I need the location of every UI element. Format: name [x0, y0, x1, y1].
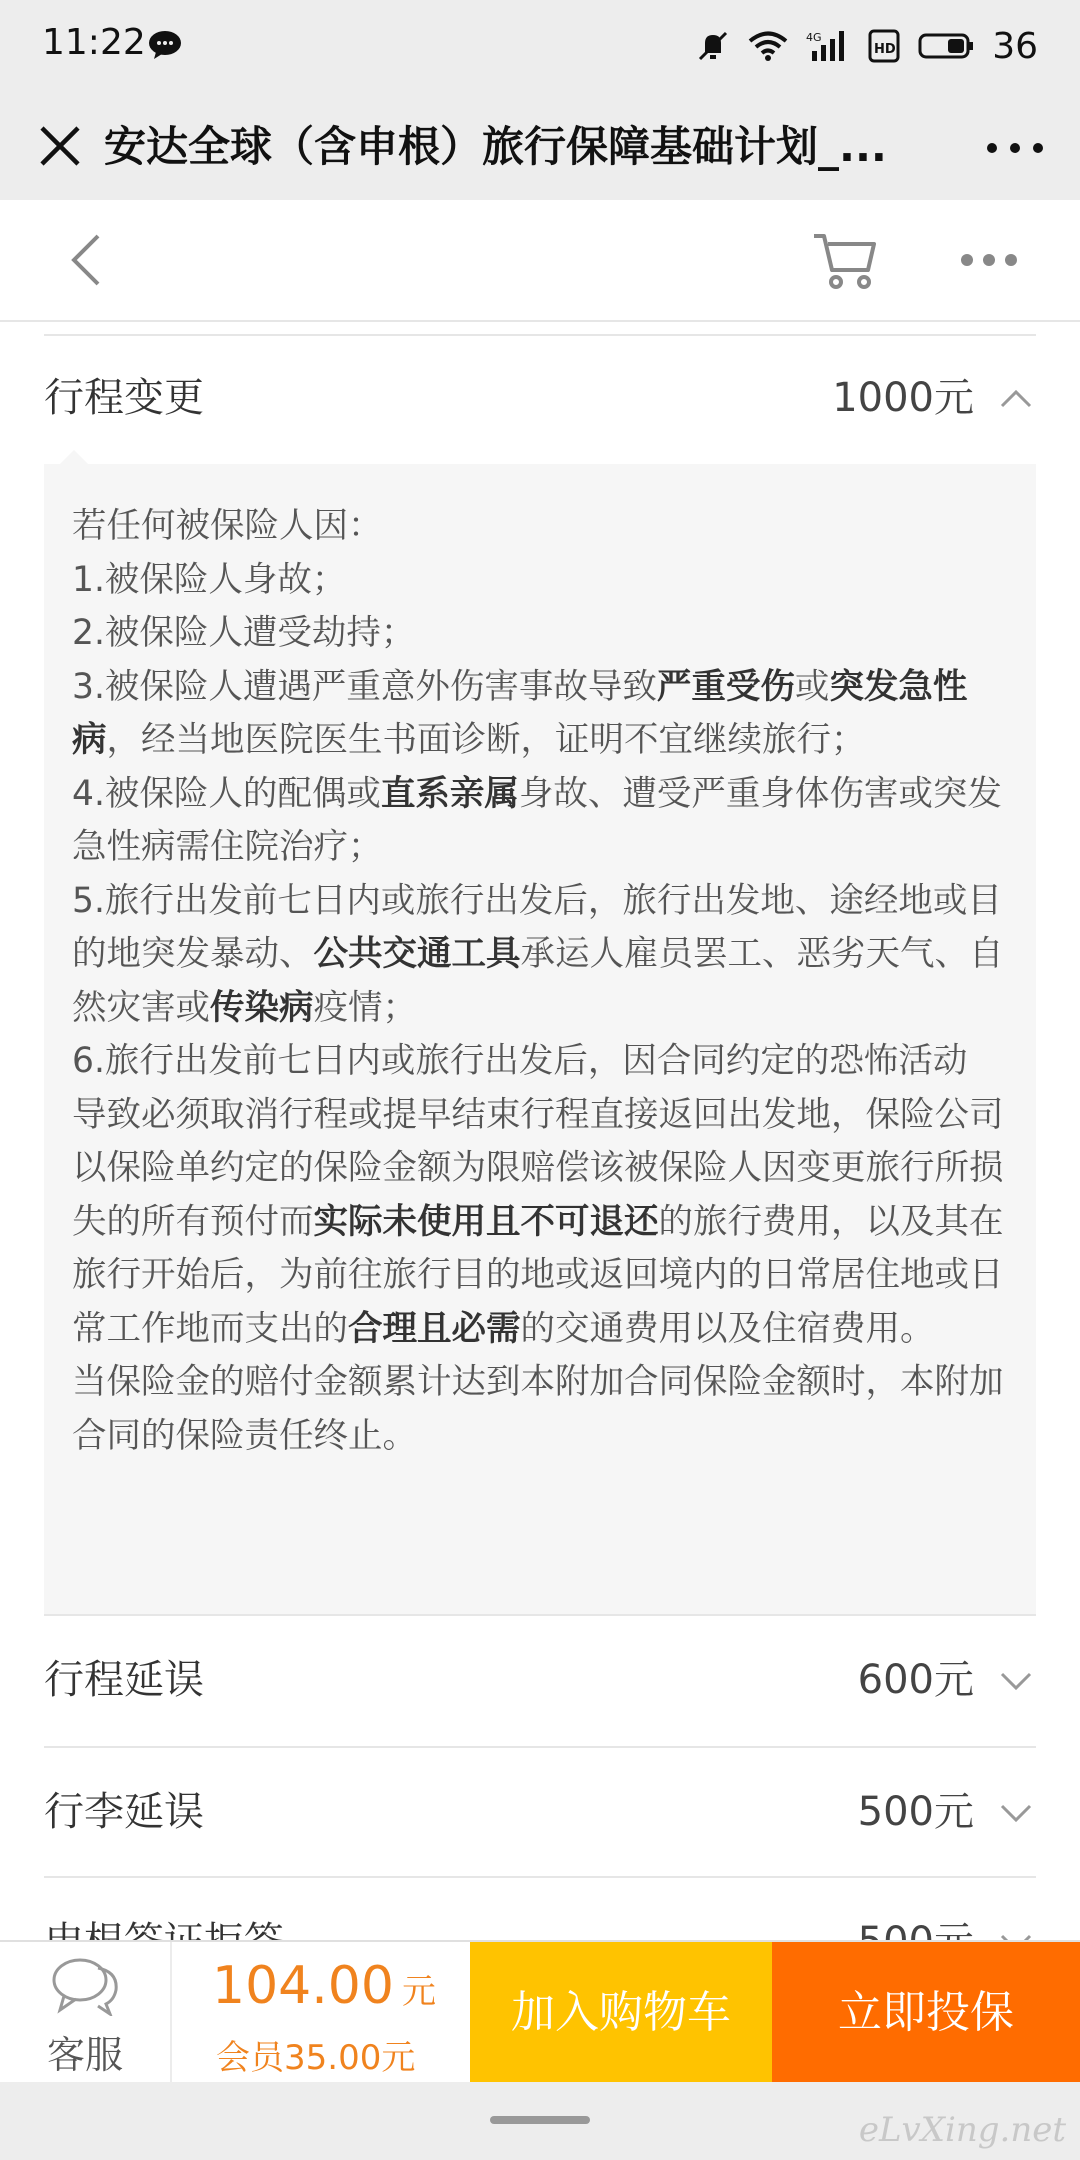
detail-bold-segment: 严重受伤 — [656, 666, 795, 707]
detail-bold-segment: 突发急性病 — [72, 666, 968, 760]
detail-text-segment: 导致必须取消行程或提早结束行程直接返回出发地，保险公司以保险单约定的保险金额为限赔偿该被保险人因变更旅行所损失的所有预付而 — [72, 1094, 1004, 1242]
detail-paragraph — [72, 607, 1012, 661]
wifi-icon — [748, 30, 788, 62]
coverage-row-trip-delay[interactable] — [44, 1616, 1036, 1744]
price-value: 104.00 — [212, 1956, 394, 2016]
system-navigation-area — [0, 2082, 1080, 2160]
detail-text-segment: 5.旅行出发前七日内或旅行出发后，旅行出发地、途经地或目的地突发暴动、 — [72, 880, 1002, 974]
chat-bubbles-icon — [50, 1956, 120, 2016]
close-icon[interactable] — [30, 116, 90, 176]
detail-paragraph — [72, 661, 1012, 768]
detail-text-segment: 当保险金的赔付金额累计达到本附加合同保险金额时，本附加合同的保险责任终止。 — [72, 1362, 1004, 1456]
detail-text-segment: 若任何被保险人因： — [72, 506, 383, 546]
status-time: 11:22 — [42, 22, 146, 63]
chevron-down-icon[interactable] — [996, 1792, 1036, 1832]
coverage-amount: 500元 — [857, 1789, 974, 1835]
detail-text-segment: 6.旅行出发前七日内或旅行出发后，因合同约定的恐怖活动 — [72, 1041, 968, 1081]
coverage-detail-panel — [44, 464, 1036, 1614]
battery-level: 36 — [992, 25, 1038, 67]
member-price: 会员35.00元 — [216, 2038, 416, 2078]
detail-text-segment: 或 — [794, 666, 830, 707]
hd-icon — [868, 29, 900, 63]
chevron-up-icon[interactable] — [996, 378, 1036, 418]
customer-service-button[interactable] — [0, 1942, 172, 2084]
coverage-amount: 600元 — [857, 1657, 974, 1703]
nav-bar — [0, 200, 1080, 322]
price-unit: 元 — [401, 1972, 436, 2012]
detail-bold-segment: 公共交通工具 — [313, 934, 521, 974]
customer-service-label: 客服 — [46, 2033, 123, 2077]
detail-bold-segment: 实际未使用且不可退还 — [313, 1201, 659, 1242]
detail-text-segment: 1.被保险人身故； — [72, 559, 347, 600]
chat-notification-icon — [148, 30, 182, 60]
detail-text-segment: 的交通费用以及住宿费用。 — [520, 1308, 935, 1349]
detail-text-segment: 疫情； — [313, 987, 417, 1028]
detail-text-segment: 3.被保险人遭遇严重意外伤害事故导致 — [72, 666, 657, 707]
detail-paragraph — [72, 1356, 1012, 1463]
home-indicator[interactable] — [490, 2116, 590, 2124]
bottom-action-bar — [0, 1940, 1080, 2084]
detail-paragraph — [72, 500, 1012, 554]
cart-icon[interactable] — [810, 228, 880, 292]
detail-paragraph — [72, 554, 1012, 608]
back-icon[interactable] — [62, 230, 112, 290]
add-to-cart-button[interactable]: 加入购物车 — [470, 1942, 772, 2084]
coverage-detail-text — [72, 500, 1012, 1463]
page-title: 安达全球（含申根）旅行保障基础计划_... — [104, 122, 887, 171]
detail-bold-segment: 传染病 — [210, 987, 314, 1028]
buy-now-button[interactable]: 立即投保 — [772, 1942, 1080, 2084]
mute-bell-icon — [696, 29, 730, 63]
detail-bold-segment: 合理且必需 — [348, 1308, 521, 1349]
detail-paragraph — [72, 1035, 1012, 1089]
detail-text-segment: 4.被保险人的配偶或 — [72, 773, 381, 814]
detail-bold-segment: 直系亲属 — [380, 773, 519, 814]
detail-paragraph — [72, 875, 1012, 1036]
detail-text-segment: ，经当地医院医生书面诊断，证明不宜继续旅行； — [106, 720, 866, 760]
watermark: eLvXing.net — [858, 2110, 1066, 2150]
chevron-down-icon[interactable] — [996, 1660, 1036, 1700]
coverage-label: 行李延误 — [44, 1789, 204, 1835]
detail-text-segment: 承运人雇员罢工、恶劣天气、自然灾害或 — [72, 934, 1004, 1028]
coverage-amount: 1000元 — [832, 375, 974, 421]
svg-text:4G: 4G — [806, 31, 822, 44]
signal-4g-icon — [806, 29, 850, 63]
detail-text-segment: 身故、遭受严重身体伤害或突发急性病需住院治疗； — [72, 773, 1002, 867]
svg-text:HD: HD — [874, 42, 896, 57]
status-bar — [0, 0, 1080, 96]
detail-text-segment: 2.被保险人遭受劫持； — [72, 613, 416, 653]
title-bar — [0, 96, 1080, 200]
coverage-row-baggage-delay[interactable] — [44, 1748, 1036, 1876]
coverage-label: 行程变更 — [44, 375, 204, 421]
detail-paragraph — [72, 1089, 1012, 1357]
battery-icon — [918, 32, 974, 60]
coverage-label: 行程延误 — [44, 1657, 204, 1703]
status-icons — [696, 24, 1038, 68]
nav-more-icon[interactable] — [958, 238, 1020, 282]
more-icon[interactable] — [980, 120, 1050, 176]
price — [212, 1956, 436, 2016]
detail-paragraph — [72, 768, 1012, 875]
detail-text-segment: 的旅行费用，以及其在旅行开始后，为前往旅行目的地或返回境内的日常居住地或日常工作地而支出的 — [72, 1201, 1004, 1349]
coverage-row-itinerary-change[interactable] — [44, 334, 1036, 462]
